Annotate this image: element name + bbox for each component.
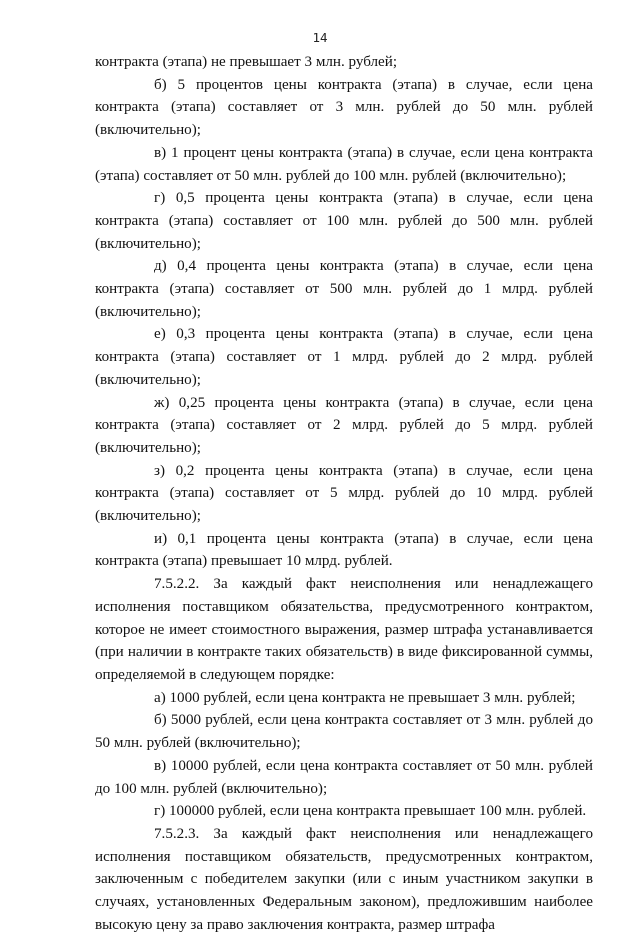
paragraph-item-v: в) 1 процент цены контракта (этапа) в случае, если цена контракта (этапа) составляет от 50 млн. рублей до 100 млн. рублей (включительно); (95, 144, 593, 184)
paragraph-item-e: е) 0,3 процента цены контракта (этапа) в случае, если цена контракта (этапа) составляет от 1 млрд. рублей до 2 млрд. рублей (включительно); (95, 326, 593, 388)
paragraph-continuation: контракта (этапа) не превышает 3 млн. рублей; (95, 54, 398, 70)
paragraph-item-b: б) 5 процентов цены контракта (этапа) в случае, если цена контракта (этапа) составляет от 3 млн. рублей до 50 млн. рублей (включительно); (95, 76, 593, 139)
paragraph-fine-g: г) 100000 рублей, если цена контракта превышает 100 млн. рублей. (154, 803, 587, 820)
paragraph-fine-a: а) 1000 рублей, если цена контракта не превышает 3 млн. рублей; (154, 689, 576, 706)
paragraph-item-zh: ж) 0,25 процента цены контракта (этапа) в случае, если цена контракта (этапа) составляет от 2 млрд. рублей до 5 млрд. рублей (включительно); (95, 394, 593, 456)
paragraph-item-d: д) 0,4 процента цены контракта (этапа) в случае, если цена контракта (этапа) составляет от 500 млн. рублей до 1 млрд. рублей (включительно); (95, 258, 593, 320)
paragraph-fine-b: б) 5000 рублей, если цена контракта составляет от 3 млн. рублей до 50 млн. рублей (включительно); (95, 712, 593, 752)
paragraph-item-i: и) 0,1 процента цены контракта (этапа) в случае, если цена контракта (этапа) превышает 10 млрд. рублей. (95, 530, 593, 570)
document-body (95, 51, 593, 936)
paragraph-item-z: з) 0,2 процента цены контракта (этапа) в случае, если цена контракта (этапа) составляет от 5 млрд. рублей до 10 млрд. рублей (включительно); (95, 462, 593, 525)
paragraph-item-g: г) 0,5 процента цены контракта (этапа) в случае, если цена контракта (этапа) составляет от 100 млн. рублей до 500 млн. рублей (включительно); (95, 190, 593, 252)
page-number: 14 (312, 30, 328, 45)
paragraph-fine-v: в) 10000 рублей, если цена контракта составляет от 50 млн. рублей до 100 млн. рублей (включительно); (95, 757, 593, 797)
clause-7-5-2-2: 7.5.2.2. За каждый факт неисполнения или ненадлежащего исполнения поставщиком обязательства, предусмотренного контрактом, которое не имеет стоимостного выражения, размер штрафа устанавливается (при наличии в контракте таких обязательств) в виде фиксированной суммы, определяемой в следующем порядке: (95, 576, 593, 683)
clause-7-5-2-3: 7.5.2.3. За каждый факт неисполнения или ненадлежащего исполнения поставщиком обязательств, предусмотренных контрактом, заключенным с победителем закупки (или с иным участником закупки в случаях, установленных Федеральным законом), предложившим наиболее высокую цену за право заключения контракта, размер штрафа (95, 825, 593, 933)
